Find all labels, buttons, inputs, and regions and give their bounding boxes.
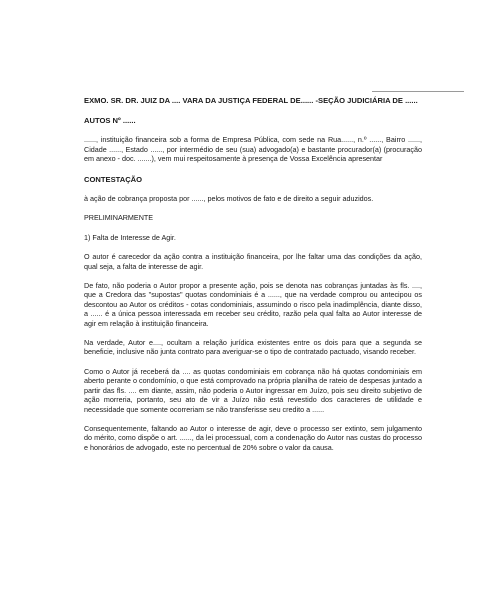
paragraph-5: Consequentemente, faltando ao Autor o interesse de agir, deve o processo ser extinto, sem julgamento do mérito, como dispõe o art. ......, da lei processual, com a condenação do Autor nas custas do processo e honorários de advogado, este no percentual de 20% sobre o valor da causa. xyxy=(84,423,422,452)
paragraph-4: Como o Autor já receberá da .... as quotas condominiais em cobrança não há quotas condominiais em aberto perante o condomínio, o que está comprovado na própria planilha de rateio de despesas juntado a partir das fls. .... em diante, assim, não poderia o Autor ingressar em Juízo, pois seu direito subjetivo de ação morreria, portanto, seu ato de vir a Juízo não está revestido dos caracteres de utilidade e necessidade que somente ocorreriam se não transferisse seu credito a ...... xyxy=(84,366,422,414)
paragraph-2: De fato, não poderia o Autor propor a presente ação, pois se denota nas cobranças juntadas às fls. ...., que a Credora das "supostas" quotas condominiais é a ......, que na verdade comprou ou antecipou os descontou ao Autor os créditos - cotas condominiais, assumindo o risco pela inadimplência, diante disso, a ...... é a única pessoa interessada em receber seu crédito, razão pela qual falta ao Autor interesse de agir em relação à instituição financeira. xyxy=(84,281,422,328)
item-1: 1) Falta de Interesse de Agir. xyxy=(84,232,176,242)
header-rule xyxy=(372,91,464,92)
document-body xyxy=(84,96,422,452)
section-title: CONTESTAÇÃO xyxy=(84,175,143,185)
preliminary-title: PRELIMINARMENTE xyxy=(84,213,154,223)
paragraph-3: Na verdade, Autor e...., ocultam a relação jurídica existentes entre os dois para que a segunda se beneficie, inclusive não junta contrato para averiguar-se o tipo de contratado pactuado, visando receber. xyxy=(84,338,422,357)
case-number: AUTOS Nº ...... xyxy=(84,115,136,125)
paragraph-1: O autor é carecedor da ação contra a instituição financeira, por lhe faltar uma das condições da ação, qual seja, a falta de interesse de agir. xyxy=(84,252,422,271)
intro-paragraph: ......, instituição financeira sob a forma de Empresa Pública, com sede na Rua......, n.º ......, Bairro ......, Cidade ......, Estado ......, por intermédio de seu (sua) advogado(a) e bastante procurador(a) (procuração em anexo - doc. .......), vem mui respeitosamente à presença de Vossa Excelência apresentar xyxy=(84,135,422,163)
court-header: EXMO. SR. DR. JUIZ DA .... VARA DA JUSTIÇA FEDERAL DE...... -SEÇÃO JUDICIÁRIA DE ...... xyxy=(84,96,418,105)
section-text: à ação de cobrança proposta por ......, pelos motivos de fato e de direito a seguir aduzidos. xyxy=(84,194,374,203)
